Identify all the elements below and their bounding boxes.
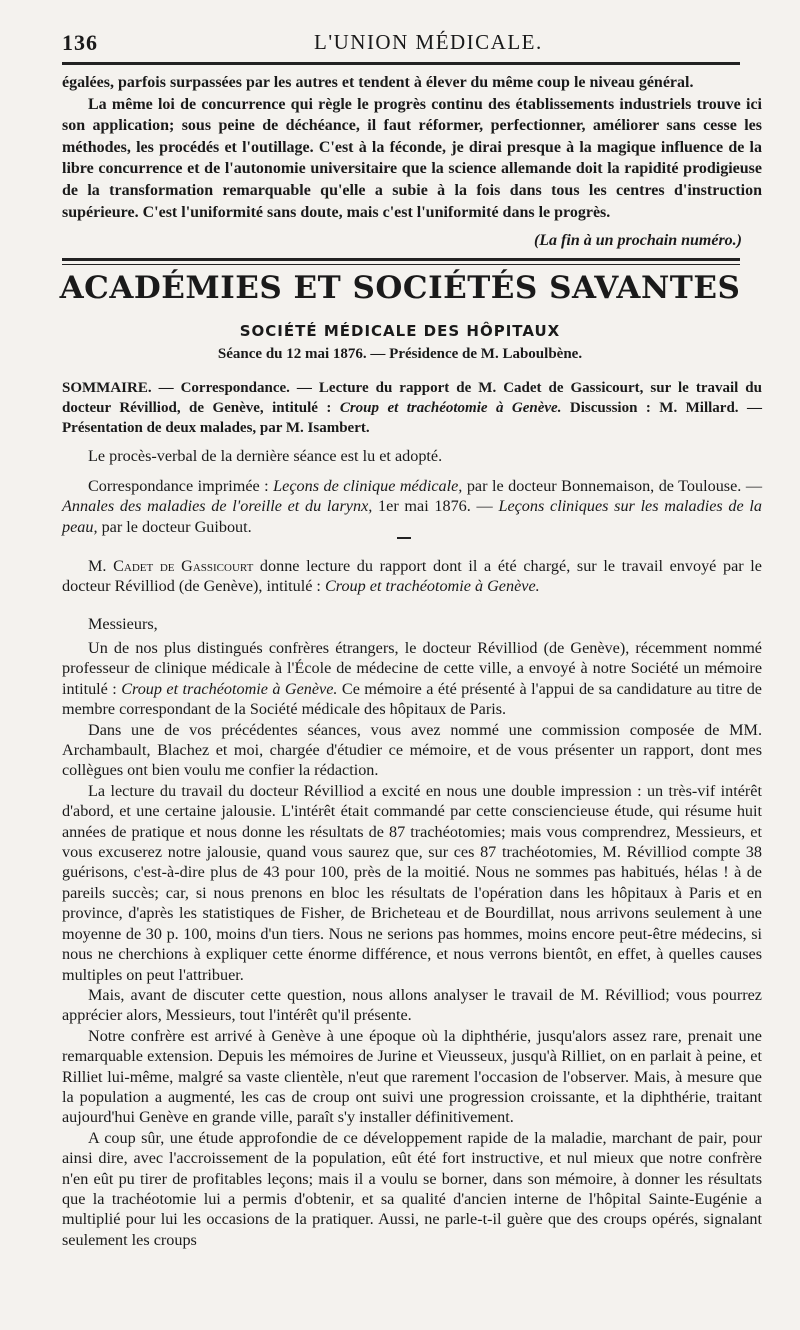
paragraph: Messieurs,	[88, 615, 158, 633]
section-rule-thin	[62, 264, 740, 265]
page-number: 136	[62, 30, 98, 55]
sommaire-label: SOMMAIRE.	[62, 380, 152, 396]
work-title: Croup et trachéotomie à Genève.	[324, 577, 540, 596]
paragraph: A coup sûr, une étude approfondie de ce développement rapide de la maladie, marchant de pair, pour ainsi dire, avec l'accroissement de la population, eût été fort instructive, et nul mieux que notre confrère n'en eût pu tirer de profitables leçons; mais il a voulu se borner, dans son mémoire, à donner les résultats que la trachéotomie lui a permis d'obtenir, et sa qualité d'ancien interne de l'hôpital Sainte-Eugénie a multiplié pour lui les occasions de la pratiquer. Aussi, ne parle-t-il guère que des croups opérés, signalant seulement les croups	[62, 1128, 762, 1249]
society-name: SOCIÉTÉ MÉDICALE DES HÔPITAUX	[239, 322, 561, 340]
salutation	[62, 614, 762, 634]
text-run: par le docteur Guibout.	[97, 517, 252, 536]
correspondance	[62, 476, 762, 537]
text-run: Correspondance imprimée :	[88, 477, 274, 495]
seance-line: Séance du 12 mai 1876. — Présidence de M. Laboulbène.	[217, 346, 583, 362]
sommaire	[62, 378, 762, 438]
continuation-note: (La fin à un prochain numéro.)	[533, 232, 742, 249]
paragraph	[62, 556, 762, 597]
proces-verbal	[62, 446, 762, 466]
report-intro	[62, 556, 762, 597]
sommaire-text: — Correspondance. — Lecture du rapport de M. Cadet de Gassicourt, sur le travail du docteur Révilliod, de Genève, intitulé :	[62, 380, 762, 416]
divider	[397, 537, 411, 539]
text-run: Ce mémoire a été présenté à l'appui de sa candidature au titre de membre correspondant de la Société médicale des hôpitaux de Paris.	[62, 679, 762, 719]
work-title: Leçons cliniques sur les maladies de la peau,	[62, 497, 762, 536]
paragraph: Notre confrère est arrivé à Genève à une époque où la diphthérie, jusqu'alors assez rare, prenait une remarquable extension. Depuis les mémoires de Jurine et Vieusseux, jusqu'à Rilliet, on en parlait à peine, et Rilliet lui-même, malgré sa vaste clientèle, n'eut que rarement l'occasion de l'observer. Mais, à mesure que la population a augmenté, les cas de croup ont suivi une progression croissante, et la diphthérie, traitant aujourd'hui Genève en grande ville, paraît s'y installer définitivement.	[62, 1026, 762, 1127]
journal-title: L'UNION MÉDICALE.	[314, 30, 543, 54]
page-header	[62, 30, 742, 60]
header-rule	[62, 62, 740, 65]
paragraph	[62, 638, 762, 720]
sommaire-work-title: Croup et trachéotomie à Genève.	[339, 400, 562, 416]
section-title: ACADÉMIES ET SOCIÉTÉS SAVANTES	[59, 270, 741, 306]
paragraph: Dans une de vos précédentes séances, vous avez nommé une commission composée de MM. Archambault, Blachez et moi, chargée d'étudier ce mémoire, et de vous présenter un rapport, dont mes collègues ont bien voulu me confier la rédaction.	[62, 720, 762, 780]
text-run: par le docteur Bonnemaison, de Toulouse. —	[462, 477, 763, 495]
report-body	[62, 638, 762, 1250]
paragraph: égalées, parfois surpassées par les autres et tendent à élever du même coup le niveau général.	[62, 74, 694, 91]
text-run: Un de nos plus distingués confrères étrangers, le docteur Révilliod (de Genève), récemment nommé professeur de clinique médicale à l'École de médecine de cette ville, a envoyé à notre Société un mémoire intitulé :	[62, 639, 762, 698]
text-run: 1er mai 1876. —	[372, 497, 499, 516]
paragraph: La lecture du travail du docteur Révilliod a excité en nous une double impression : un très-vif intérêt d'abord, et une certaine jalousie. L'intérêt était commandé par cette consciencieuse étude, qui résume huit années de pratique et nous donne les résultats de 87 trachéotomies; mais vous comprendrez, Messieurs, et vous excuserez notre jalousie, quand vous saurez que, sur ces 87 trachéotomies, M. Révilliod compte 38 guérisons, c'est-à-dire plus de 43 pour 100, près de la moitié. Nous ne sommes pas habitués, hélas ! à de pareils succès; car, si nous prenons en bloc les résultats de l'opération dans les hôpitaux à Paris et en province, d'après les statistiques de Fisher, de Bricheteau et de Bourdillat, nous arrivons seulement à une moyenne de 30 p. 100, moins d'un tiers. Nous ne serions pas hommes, moins encore peut-être médecins, si nous ne cherchions à expliquer cette énorme différence, et nous verrons bientôt, en effet, à quelles causes multiples on peut l'attribuer.	[62, 781, 762, 984]
paragraph: Le procès-verbal de la dernière séance est lu et adopté.	[88, 447, 443, 465]
work-title: Leçons de clinique médicale,	[273, 477, 463, 495]
author-name: M. Cadet de Gassicourt	[88, 557, 254, 575]
work-title: Croup et trachéotomie à Genève.	[121, 679, 338, 698]
section-rule-thick	[62, 258, 740, 261]
continued-article	[62, 72, 762, 223]
paragraph: La même loi de concurrence qui règle le progrès continu des établissements industriels trouve ici son application; sous peine de déchéance, il faut réformer, perfectionner, améliorer sans cesse les méthodes, les procédés et l'outillage. C'est à la féconde, je dirai presque à la magique influence de la libre concurrence et de l'autonomie universitaire que la science allemande doit la rapidité prodigieuse de la transformation remarquable qu'elle a subie à la fois dans tous les centres d'instruction supérieure. C'est l'uniformité sans doute, mais c'est l'uniformité dans le progrès.	[62, 95, 762, 221]
paragraph: Mais, avant de discuter cette question, nous allons analyser le travail de M. Révilliod; vous pourrez apprécier alors, Messieurs, tout l'intérêt qu'il présente.	[62, 985, 762, 1025]
paragraph	[62, 476, 762, 537]
text-run: donne lecture du rapport dont il a été chargé, sur le travail envoyé par le docteur Révilliod (de Genève), intitulé :	[62, 557, 762, 596]
work-title: Annales des maladies de l'oreille et du larynx,	[62, 497, 373, 516]
sommaire-text: Discussion : M. Millard. — Présentation de deux malades, par M. Isambert.	[62, 400, 762, 436]
sommaire-paragraph	[62, 378, 762, 438]
